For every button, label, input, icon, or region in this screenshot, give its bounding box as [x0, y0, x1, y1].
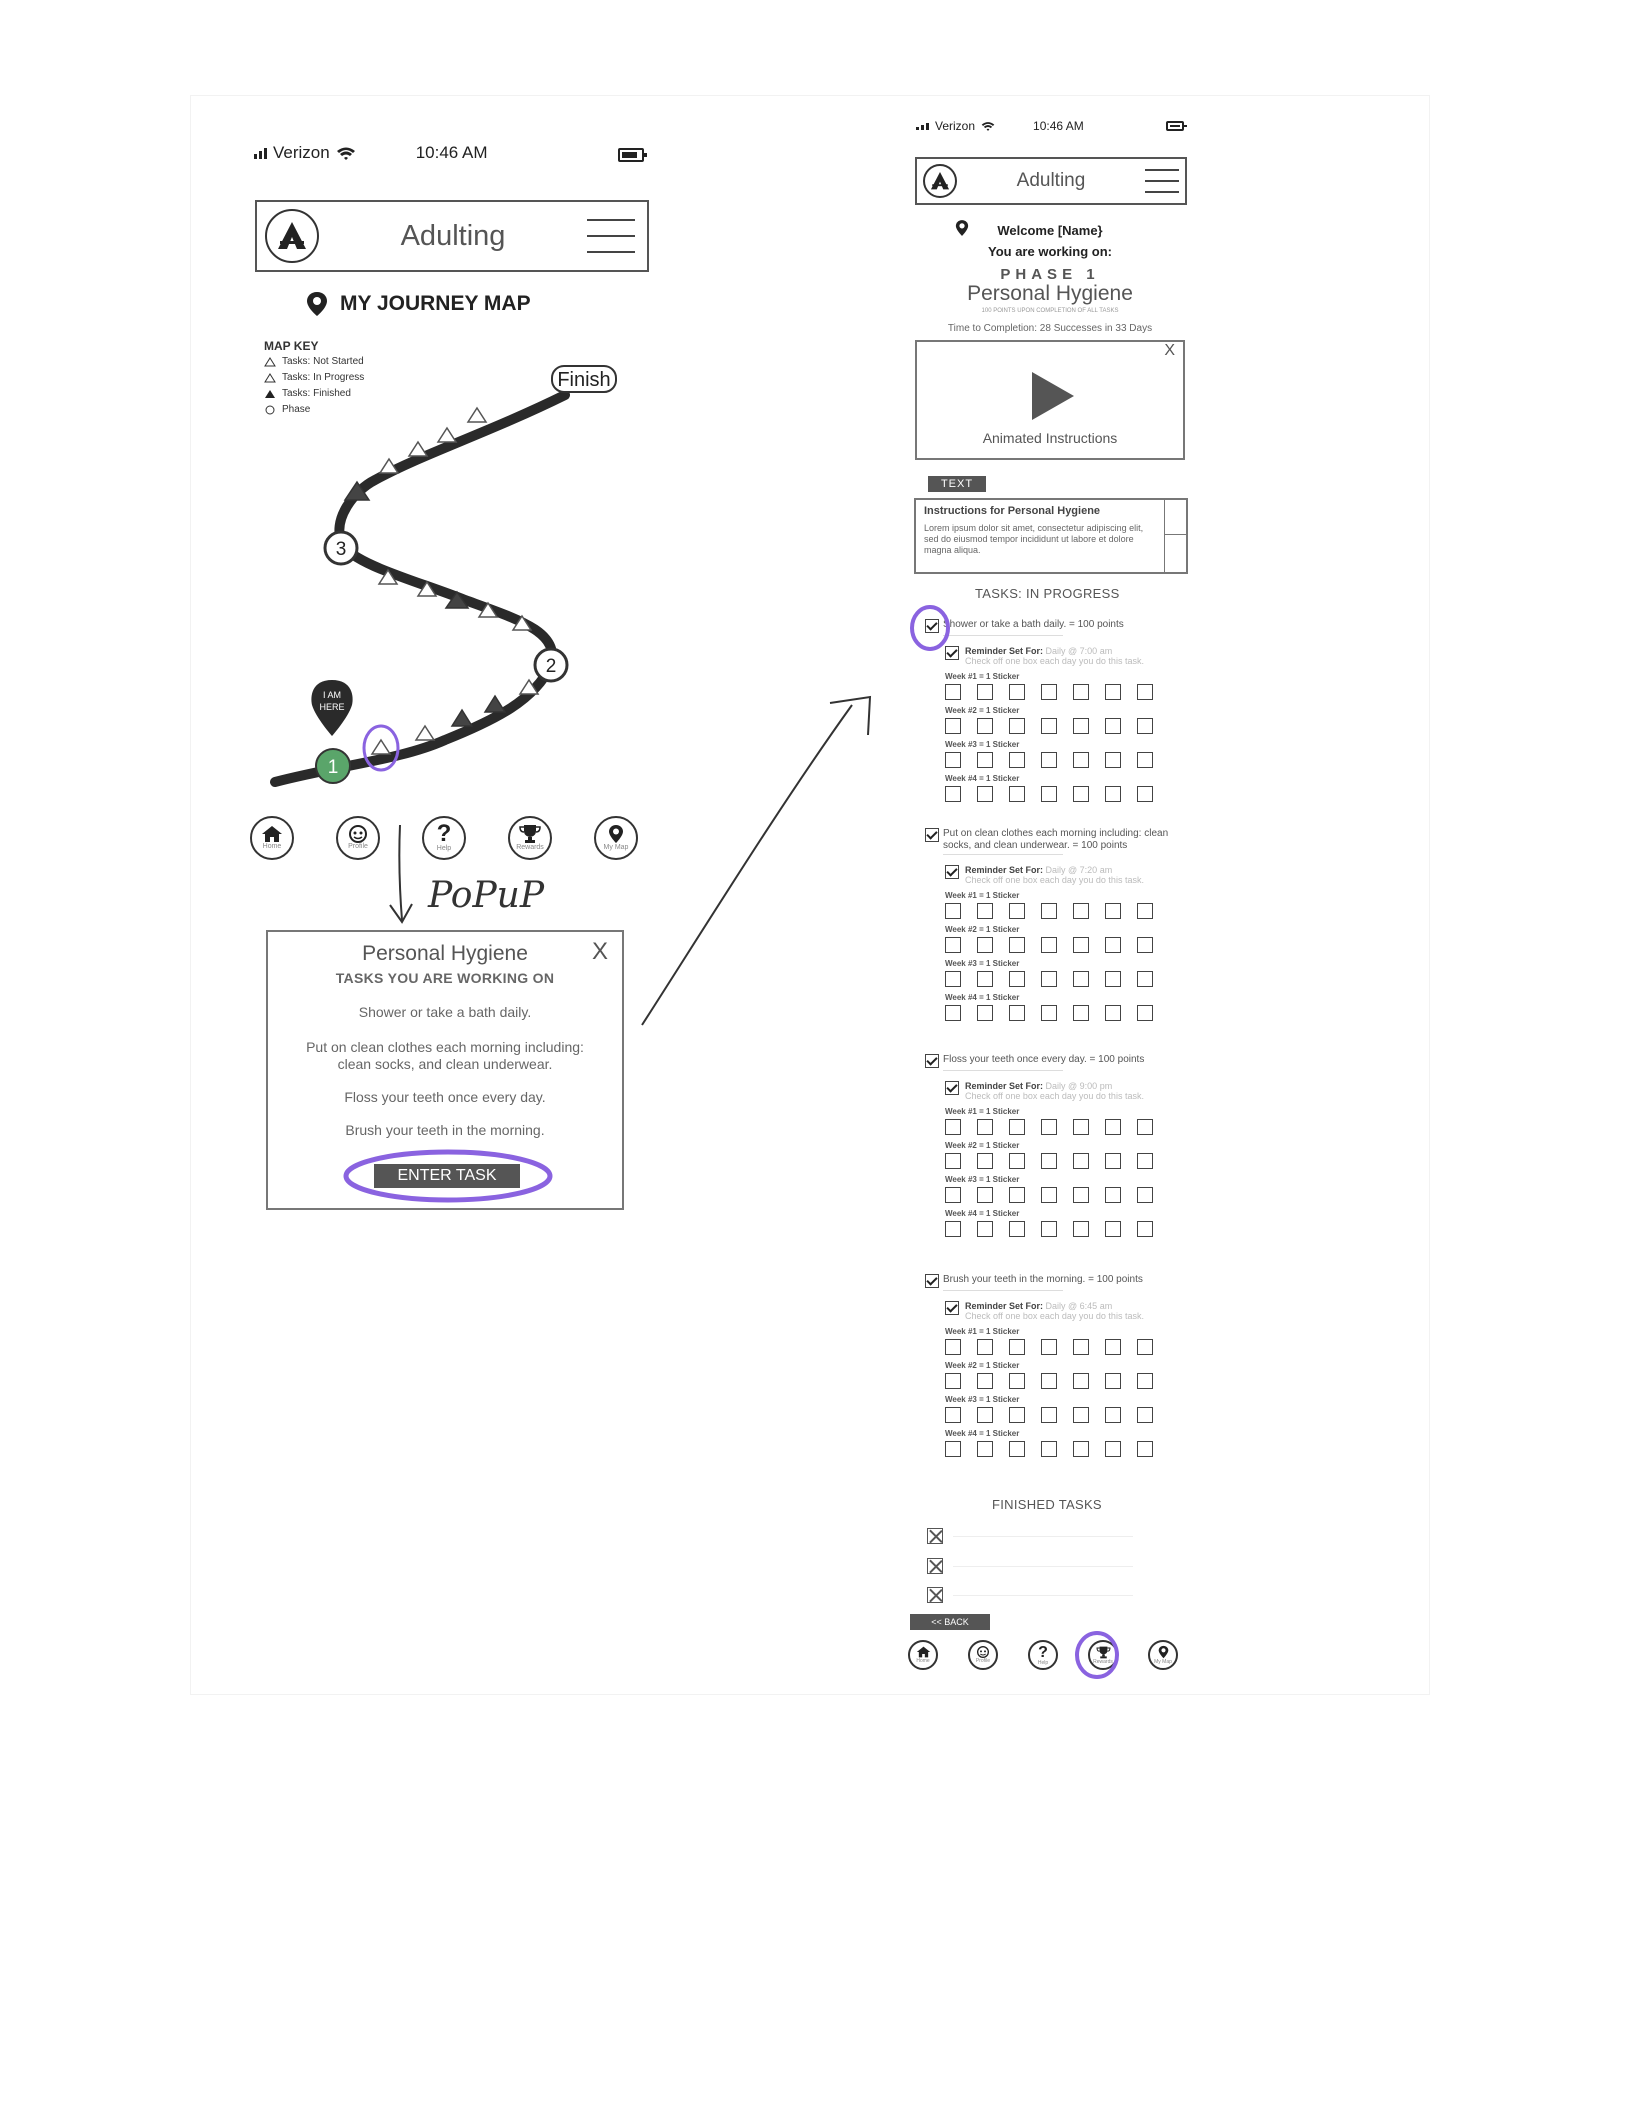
nav-help[interactable]: ? Help: [422, 816, 466, 860]
day-checkbox[interactable]: [1105, 1373, 1121, 1389]
task-triangle[interactable]: [416, 726, 434, 740]
week-row: [945, 786, 1175, 802]
task-triangle[interactable]: [468, 408, 486, 422]
day-checkbox[interactable]: [1041, 1441, 1057, 1457]
working-on-text: You are working on:: [988, 244, 1112, 259]
day-checkbox[interactable]: [1009, 1441, 1025, 1457]
day-checkbox[interactable]: [1073, 718, 1089, 734]
day-checkbox[interactable]: [1137, 1407, 1153, 1423]
task-text: Brush your teeth in the morning. = 100 points: [943, 1274, 1143, 1285]
day-checkbox[interactable]: [1041, 1407, 1057, 1423]
day-checkbox[interactable]: [1137, 937, 1153, 953]
finished-task-row: [927, 1587, 1133, 1603]
day-checkbox[interactable]: [1009, 1005, 1025, 1021]
week-row: [945, 1153, 1175, 1169]
day-checkbox[interactable]: [1073, 684, 1089, 700]
day-checkbox[interactable]: [1041, 937, 1057, 953]
status-time: 10:46 AM: [415, 143, 488, 162]
popup-close-button[interactable]: X: [591, 938, 608, 965]
reminder-row: Reminder Set For: Daily @ 9:00 pm Check off one box each day you do this task.: [945, 1081, 1175, 1101]
enter-task-button[interactable]: ENTER TASK: [374, 1164, 520, 1188]
day-checkbox[interactable]: [1137, 1441, 1153, 1457]
day-checkbox[interactable]: [1137, 1119, 1153, 1135]
day-checkbox[interactable]: [1041, 1339, 1057, 1355]
map-key-title: MAP KEY: [264, 339, 319, 353]
day-checkbox[interactable]: [1137, 786, 1153, 802]
journey-title: MY JOURNEY MAP: [306, 291, 531, 317]
day-checkbox[interactable]: [1073, 1441, 1089, 1457]
day-checkbox[interactable]: [1073, 752, 1089, 768]
day-checkbox[interactable]: [977, 1153, 993, 1169]
profile-icon: [976, 1646, 990, 1658]
popup-annotation: PoPuP: [428, 875, 545, 916]
task-checkbox[interactable]: [925, 1054, 939, 1068]
popup-task: Put on clean clothes each morning including: clean socks, and clean underwear.: [306, 1039, 584, 1072]
day-checkbox[interactable]: [1073, 903, 1089, 919]
day-checkbox[interactable]: [1009, 1407, 1025, 1423]
nav-profile[interactable]: Profile: [336, 816, 380, 860]
reminder-row: Reminder Set For: Daily @ 6:45 am Check off one box each day you do this task.: [945, 1301, 1175, 1321]
highlight-circle: [340, 1142, 560, 1212]
day-checkbox[interactable]: [1105, 1441, 1121, 1457]
nav-profile[interactable]: Profile: [968, 1640, 998, 1670]
nav-home[interactable]: Home: [908, 1640, 938, 1670]
day-checkbox[interactable]: [1137, 718, 1153, 734]
day-checkbox[interactable]: [977, 718, 993, 734]
day-checkbox[interactable]: [1105, 718, 1121, 734]
day-checkbox[interactable]: [1009, 903, 1025, 919]
finished-checkbox[interactable]: [927, 1587, 943, 1603]
journey-map: [260, 360, 640, 800]
logo-icon[interactable]: [265, 209, 319, 263]
text-tab[interactable]: TEXT: [928, 476, 986, 492]
day-checkbox[interactable]: [1073, 1373, 1089, 1389]
day-checkbox[interactable]: [1137, 1339, 1153, 1355]
day-checkbox[interactable]: [945, 1119, 961, 1135]
day-checkbox[interactable]: [1137, 1187, 1153, 1203]
day-checkbox[interactable]: [1105, 1221, 1121, 1237]
popup-title: Personal Hygiene: [362, 942, 528, 965]
task-text: Floss your teeth once every day. = 100 points: [943, 1054, 1145, 1065]
map-pin-icon: [1158, 1645, 1169, 1659]
week-row: [945, 1005, 1175, 1021]
week-row: [945, 1119, 1175, 1135]
app-title: Adulting: [1016, 170, 1086, 191]
day-checkbox[interactable]: [945, 1187, 961, 1203]
finished-checkbox[interactable]: [927, 1528, 943, 1544]
day-checkbox[interactable]: [1073, 937, 1089, 953]
day-checkbox[interactable]: [977, 786, 993, 802]
nav-my-map[interactable]: My Map: [1148, 1640, 1178, 1670]
nav-rewards[interactable]: Rewards: [1088, 1640, 1118, 1670]
phase-name: Personal Hygiene: [967, 282, 1133, 305]
week-row: [945, 752, 1175, 768]
nav-rewards[interactable]: Rewards: [508, 816, 552, 860]
home-icon: [916, 1646, 931, 1658]
day-checkbox[interactable]: [945, 752, 961, 768]
reminder-checkbox[interactable]: [945, 1081, 959, 1095]
day-checkbox[interactable]: [1105, 937, 1121, 953]
nav-help[interactable]: ? Help: [1028, 1640, 1058, 1670]
day-checkbox[interactable]: [1041, 718, 1057, 734]
reminder-row: Reminder Set For: Daily @ 7:20 am Check off one box each day you do this task.: [945, 865, 1175, 885]
day-checkbox[interactable]: [1073, 1187, 1089, 1203]
week-row: [945, 971, 1175, 987]
day-checkbox[interactable]: [1137, 1221, 1153, 1237]
popup-task: Shower or take a bath daily.: [358, 1004, 532, 1020]
week-grid: Week #1 = 1 Sticker Week #2 = 1 Sticker Week #3 = 1 Sticker Week #4 = 1 Sticker: [945, 1107, 1175, 1237]
popup-task: Brush your teeth in the morning.: [345, 1122, 545, 1138]
day-checkbox[interactable]: [1073, 971, 1089, 987]
status-bar-right: [916, 119, 1084, 133]
bottom-nav-left: [250, 816, 638, 860]
day-checkbox[interactable]: [1009, 684, 1025, 700]
day-checkbox[interactable]: [1105, 1119, 1121, 1135]
instructions-title: Instructions for Personal Hygiene: [924, 505, 1101, 517]
day-checkbox[interactable]: [945, 1153, 961, 1169]
task-text: Shower or take a bath daily. = 100 points: [943, 619, 1124, 630]
day-checkbox[interactable]: [1009, 752, 1025, 768]
day-checkbox[interactable]: [977, 1221, 993, 1237]
day-checkbox[interactable]: [1009, 786, 1025, 802]
task-triangle-finished[interactable]: [485, 696, 505, 712]
day-checkbox[interactable]: [1137, 971, 1153, 987]
day-checkbox[interactable]: [977, 971, 993, 987]
finished-checkbox[interactable]: [927, 1558, 943, 1574]
day-checkbox[interactable]: [1105, 1153, 1121, 1169]
back-button[interactable]: << BACK: [910, 1614, 990, 1630]
day-checkbox[interactable]: [977, 903, 993, 919]
map-pin-icon: [608, 824, 624, 844]
day-checkbox[interactable]: [945, 1339, 961, 1355]
day-checkbox[interactable]: [1041, 1221, 1057, 1237]
map-pin-icon: [306, 291, 328, 317]
welcome-block: [960, 220, 1140, 262]
day-checkbox[interactable]: [1041, 1373, 1057, 1389]
day-checkbox[interactable]: [1105, 1407, 1121, 1423]
day-checkbox[interactable]: [1073, 1221, 1089, 1237]
popup-subtitle: TASKS YOU ARE WORKING ON: [335, 970, 555, 986]
task-triangle-finished[interactable]: [452, 710, 472, 726]
task-block: [925, 619, 1175, 808]
day-checkbox[interactable]: [945, 718, 961, 734]
animated-instructions-video[interactable]: [915, 340, 1185, 460]
day-checkbox[interactable]: [1009, 1153, 1025, 1169]
week-row: [945, 1373, 1175, 1389]
day-checkbox[interactable]: [1041, 1119, 1057, 1135]
reminder-checkbox[interactable]: [945, 865, 959, 879]
task-triangle[interactable]: [409, 442, 427, 456]
finish-label: Finish: [557, 369, 611, 391]
week-row: [945, 1187, 1175, 1203]
week-grid: Week #1 = 1 Sticker Week #2 = 1 Sticker Week #3 = 1 Sticker Week #4 = 1 Sticker: [945, 891, 1175, 1021]
day-checkbox[interactable]: [1009, 718, 1025, 734]
phase-marker-label: 3: [335, 539, 347, 560]
carrier-label: Verizon: [273, 143, 330, 162]
day-checkbox[interactable]: [1105, 1187, 1121, 1203]
day-checkbox[interactable]: [1105, 1005, 1121, 1021]
svg-text:HERE: HERE: [319, 702, 345, 712]
day-checkbox[interactable]: [1041, 971, 1057, 987]
day-checkbox[interactable]: [1009, 937, 1025, 953]
map-key-row: Tasks: Not Started: [264, 354, 364, 370]
day-checkbox[interactable]: [945, 786, 961, 802]
week-row: [945, 903, 1175, 919]
home-icon: [261, 825, 283, 843]
day-checkbox[interactable]: [1105, 971, 1121, 987]
flow-arrow: [630, 685, 880, 1035]
day-checkbox[interactable]: [945, 903, 961, 919]
scrollbar[interactable]: [1164, 500, 1186, 572]
day-checkbox[interactable]: [945, 1407, 961, 1423]
week-grid: Week #1 = 1 Sticker Week #2 = 1 Sticker Week #3 = 1 Sticker Week #4 = 1 Sticker: [945, 1327, 1175, 1457]
day-checkbox[interactable]: [1041, 786, 1057, 802]
day-checkbox[interactable]: [977, 1187, 993, 1203]
day-checkbox[interactable]: [1041, 903, 1057, 919]
week-row: [945, 1407, 1175, 1423]
day-checkbox[interactable]: [977, 1407, 993, 1423]
finished-heading: FINISHED TASKS: [992, 1497, 1102, 1512]
task-block: [925, 1054, 1175, 1243]
map-key-row: Tasks: In Progress: [264, 370, 364, 386]
profile-icon: [348, 825, 368, 843]
day-checkbox[interactable]: [945, 1373, 961, 1389]
time-to-completion: Time to Completion: 28 Successes in 33 Days: [947, 323, 1153, 334]
day-checkbox[interactable]: [1105, 786, 1121, 802]
video-label: Animated Instructions: [982, 430, 1118, 446]
welcome-text: Welcome [Name}: [997, 223, 1103, 238]
day-checkbox[interactable]: [1137, 1153, 1153, 1169]
finished-task-row: [927, 1558, 1133, 1574]
day-checkbox[interactable]: [1073, 1119, 1089, 1135]
signal-icon: [916, 123, 929, 130]
battery-icon: [618, 148, 644, 162]
video-close-button[interactable]: X: [1164, 342, 1175, 359]
bottom-nav-right: [908, 1640, 1178, 1670]
status-time: 10:46 AM: [1033, 119, 1084, 133]
hamburger-menu-icon[interactable]: [587, 219, 635, 253]
day-checkbox[interactable]: [1041, 1005, 1057, 1021]
day-checkbox[interactable]: [977, 1339, 993, 1355]
day-checkbox[interactable]: [945, 1441, 961, 1457]
signal-icon: [254, 148, 267, 159]
play-icon[interactable]: [1032, 372, 1074, 420]
day-checkbox[interactable]: [977, 1441, 993, 1457]
app-header-left: [255, 200, 649, 272]
day-checkbox[interactable]: [1041, 1153, 1057, 1169]
task-triangle[interactable]: [372, 740, 390, 754]
day-checkbox[interactable]: [1105, 752, 1121, 768]
task-block: [925, 828, 1175, 1027]
week-row: [945, 1339, 1175, 1355]
day-checkbox[interactable]: [977, 937, 993, 953]
status-bar-left: [254, 143, 488, 163]
day-checkbox[interactable]: [1009, 1339, 1025, 1355]
day-checkbox[interactable]: [977, 1373, 993, 1389]
week-row: [945, 718, 1175, 734]
day-checkbox[interactable]: [977, 1005, 993, 1021]
day-checkbox[interactable]: [1105, 1339, 1121, 1355]
day-checkbox[interactable]: [1073, 786, 1089, 802]
week-row: [945, 1221, 1175, 1237]
phase-points: 100 POINTS UPON COMPLETION OF ALL TASKS: [981, 308, 1119, 314]
instructions-box: [914, 498, 1188, 574]
day-checkbox[interactable]: [1073, 1339, 1089, 1355]
week-row: [945, 937, 1175, 953]
in-progress-heading: TASKS: IN PROGRESS: [975, 586, 1120, 601]
finished-task-row: [927, 1528, 1133, 1544]
day-checkbox[interactable]: [977, 752, 993, 768]
nav-my-map[interactable]: My Map: [594, 816, 638, 860]
week-grid: Week #1 = 1 Sticker Week #2 = 1 Sticker Week #3 = 1 Sticker Week #4 = 1 Sticker: [945, 672, 1175, 802]
day-checkbox[interactable]: [945, 684, 961, 700]
day-checkbox[interactable]: [1137, 903, 1153, 919]
day-checkbox[interactable]: [1137, 1005, 1153, 1021]
day-checkbox[interactable]: [1137, 684, 1153, 700]
day-checkbox[interactable]: [1009, 1119, 1025, 1135]
day-checkbox[interactable]: [1009, 1221, 1025, 1237]
reminder-row: Reminder Set For: Daily @ 7:00 am Check off one box each day you do this task.: [945, 646, 1175, 666]
task-block: [925, 1274, 1175, 1463]
help-icon: ?: [1038, 1643, 1048, 1661]
day-checkbox[interactable]: [945, 1221, 961, 1237]
day-checkbox[interactable]: [977, 684, 993, 700]
day-checkbox[interactable]: [1009, 1373, 1025, 1389]
day-checkbox[interactable]: [945, 971, 961, 987]
svg-text:I AM: I AM: [322, 690, 342, 700]
week-row: [945, 1441, 1175, 1457]
task-checkbox[interactable]: [925, 828, 939, 842]
app-title: Adulting: [400, 219, 506, 252]
highlight-circle: [1072, 1628, 1122, 1682]
app-header-right: [915, 157, 1187, 205]
hamburger-menu-icon[interactable]: [1145, 169, 1179, 193]
carrier-label: Verizon: [935, 119, 976, 133]
day-checkbox[interactable]: [1009, 971, 1025, 987]
day-checkbox[interactable]: [1041, 752, 1057, 768]
day-checkbox[interactable]: [1009, 1187, 1025, 1203]
map-key-row: Phase: [264, 402, 364, 418]
highlight-circle: [908, 604, 952, 652]
nav-home[interactable]: Home: [250, 816, 294, 860]
day-checkbox[interactable]: [1041, 684, 1057, 700]
logo-icon[interactable]: [923, 164, 957, 198]
task-checkbox[interactable]: [925, 1274, 939, 1288]
day-checkbox[interactable]: [1105, 684, 1121, 700]
instructions-body: Lorem ipsum dolor sit amet, consectetur adipiscing elit, sed do eiusmod tempor incididunt ut labore et dolore magna aliqua.: [924, 523, 1144, 555]
phase-label: PHASE 1: [1000, 266, 1100, 283]
phase-marker-label: 1: [327, 757, 339, 778]
popup-task: Floss your teeth once every day.: [344, 1089, 546, 1105]
day-checkbox[interactable]: [1137, 752, 1153, 768]
week-row: [945, 684, 1175, 700]
day-checkbox[interactable]: [1041, 1187, 1057, 1203]
reminder-checkbox[interactable]: [945, 1301, 959, 1315]
wifi-icon: [981, 121, 995, 131]
phase-marker-label: 2: [545, 656, 557, 677]
day-checkbox[interactable]: [945, 937, 961, 953]
day-checkbox[interactable]: [1073, 1407, 1089, 1423]
day-checkbox[interactable]: [1105, 903, 1121, 919]
trophy-icon: [519, 824, 541, 844]
task-text: Put on clean clothes each morning including: clean socks, and clean underwear. = 100 points: [943, 828, 1169, 851]
task-triangle[interactable]: [438, 428, 456, 442]
day-checkbox[interactable]: [1073, 1153, 1089, 1169]
day-checkbox[interactable]: [977, 1119, 993, 1135]
day-checkbox[interactable]: [945, 1005, 961, 1021]
wifi-icon: [336, 146, 356, 160]
day-checkbox[interactable]: [1137, 1373, 1153, 1389]
day-checkbox[interactable]: [1073, 1005, 1089, 1021]
battery-icon: [1166, 121, 1184, 131]
map-key-row: Tasks: Finished: [264, 386, 364, 402]
help-icon: ?: [436, 820, 452, 847]
